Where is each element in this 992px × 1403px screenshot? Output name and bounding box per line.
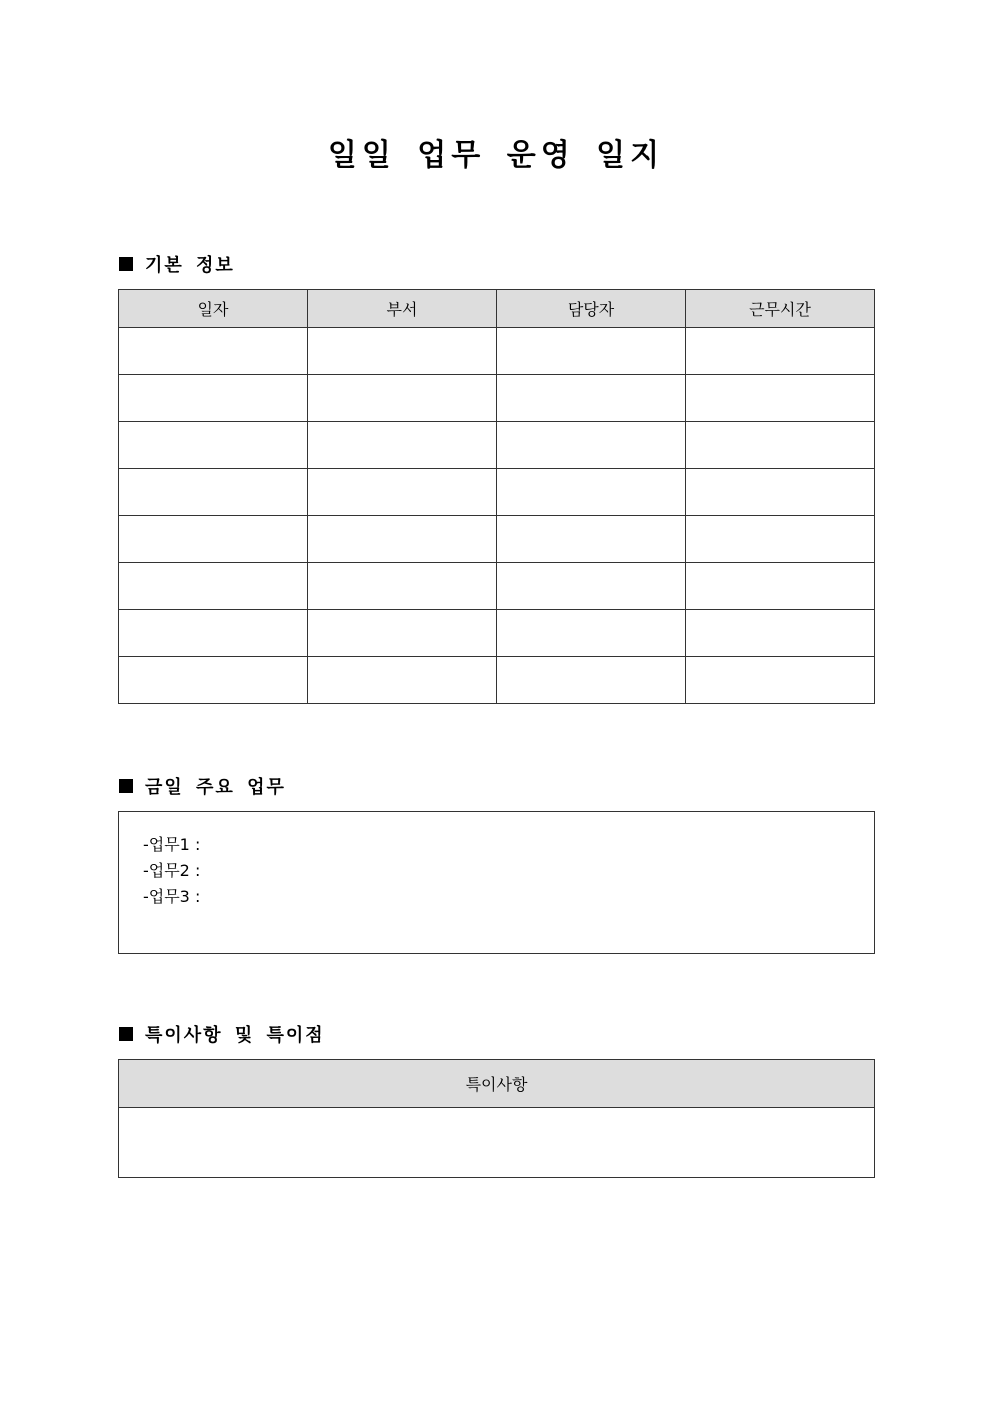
table-header-row — [119, 1060, 875, 1108]
task-item-3: -업무3 : — [143, 887, 201, 906]
header-person-in-charge: 담당자 — [497, 290, 686, 328]
department-cell[interactable] — [308, 375, 497, 422]
table-row — [119, 1108, 875, 1178]
today-tasks-heading-text: 금일 주요 업무 — [145, 777, 286, 798]
department-cell[interactable] — [308, 563, 497, 610]
date-cell[interactable] — [119, 610, 308, 657]
table-header-row — [119, 290, 875, 328]
basic-info-heading — [119, 251, 235, 277]
date-cell[interactable] — [119, 469, 308, 516]
date-cell[interactable] — [119, 563, 308, 610]
department-cell[interactable] — [308, 328, 497, 375]
date-cell[interactable] — [119, 422, 308, 469]
task-item-2: -업무2 : — [143, 861, 201, 880]
hours-cell[interactable] — [686, 422, 875, 469]
table-row — [119, 563, 875, 610]
date-cell[interactable] — [119, 328, 308, 375]
today-tasks-heading — [119, 773, 286, 799]
square-bullet-icon — [119, 1027, 133, 1041]
department-cell[interactable] — [308, 469, 497, 516]
person-cell[interactable] — [497, 328, 686, 375]
date-cell[interactable] — [119, 516, 308, 563]
hours-cell[interactable] — [686, 469, 875, 516]
header-date: 일자 — [119, 290, 308, 328]
date-cell[interactable] — [119, 657, 308, 704]
department-cell[interactable] — [308, 657, 497, 704]
notes-heading — [119, 1021, 325, 1047]
person-cell[interactable] — [497, 469, 686, 516]
header-notes: 특이사항 — [119, 1060, 875, 1108]
person-cell[interactable] — [497, 516, 686, 563]
table-row — [119, 328, 875, 375]
hours-cell[interactable] — [686, 375, 875, 422]
header-department: 부서 — [308, 290, 497, 328]
hours-cell[interactable] — [686, 328, 875, 375]
basic-info-table — [118, 289, 875, 704]
hours-cell[interactable] — [686, 563, 875, 610]
hours-cell[interactable] — [686, 516, 875, 563]
department-cell[interactable] — [308, 516, 497, 563]
notes-heading-text: 특이사항 및 특이점 — [145, 1025, 325, 1046]
hours-cell[interactable] — [686, 657, 875, 704]
notes-table — [118, 1059, 875, 1178]
notes-content-cell[interactable] — [119, 1108, 875, 1178]
today-tasks-box[interactable] — [118, 811, 875, 954]
table-row — [119, 516, 875, 563]
table-row — [119, 375, 875, 422]
header-working-hours: 근무시간 — [686, 290, 875, 328]
task-item-1: -업무1 : — [143, 835, 201, 854]
department-cell[interactable] — [308, 422, 497, 469]
basic-info-heading-text: 기본 정보 — [145, 255, 235, 276]
table-row — [119, 610, 875, 657]
hours-cell[interactable] — [686, 610, 875, 657]
document-title: 일일 업무 운영 일지 — [327, 138, 665, 173]
person-cell[interactable] — [497, 375, 686, 422]
person-cell[interactable] — [497, 610, 686, 657]
department-cell[interactable] — [308, 610, 497, 657]
square-bullet-icon — [119, 257, 133, 271]
square-bullet-icon — [119, 779, 133, 793]
date-cell[interactable] — [119, 375, 308, 422]
person-cell[interactable] — [497, 563, 686, 610]
table-row — [119, 422, 875, 469]
person-cell[interactable] — [497, 422, 686, 469]
table-row — [119, 469, 875, 516]
task-list — [119, 812, 874, 910]
person-cell[interactable] — [497, 657, 686, 704]
table-row — [119, 657, 875, 704]
